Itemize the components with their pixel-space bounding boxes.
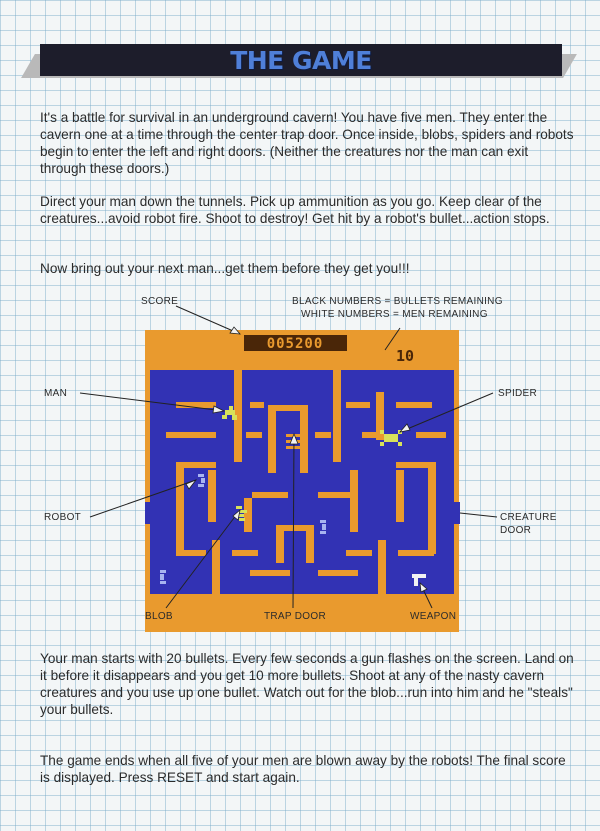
weapon-label: WEAPON <box>410 611 457 622</box>
white-numbers-note: WHITE NUMBERS = MEN REMAINING <box>301 309 488 320</box>
spider-label: SPIDER <box>498 388 538 399</box>
bullet-counter: 10 <box>395 347 415 365</box>
right-creature-door <box>454 502 460 524</box>
intro-paragraph-1: It's a battle for survival in an underground cavern! You have five men. They enter the cavern one at a time through the center trap door. Once inside, blobs, spiders and robots begin to enter the left and right doors. (Neither the creatures nor the man can exit through these doors.) <box>40 110 574 176</box>
score-label: SCORE <box>141 296 179 307</box>
left-creature-door <box>145 502 151 524</box>
outro-paragraph-2: The game ends when all five of your men are blown away by the robots! The final score is displayed. Press RESET and start again. <box>40 753 566 785</box>
robot-label: ROBOT <box>44 512 82 523</box>
page-title: THE GAME <box>230 45 372 75</box>
trap-door-label: TRAP DOOR <box>264 611 326 622</box>
man-label: MAN <box>44 388 68 399</box>
outro-paragraph-1: Your man starts with 20 bullets. Every few seconds a gun flashes on the screen. Land on it before it disappears and you get 10 more bullets. Shoot at any of the nasty cavern creatures and you use up one bullet. Watch out for the blob...run into him and he "steals" your bullets. <box>40 651 574 717</box>
intro-paragraph-2: Direct your man down the tunnels. Pick up ammunition as you go. Keep clear of the creatures...avoid robot fire. Shoot to destroy! Get hit by a robot's bullet...action stops. <box>40 194 550 226</box>
creature-door-label-2: DOOR <box>500 525 532 536</box>
blob-label: BLOB <box>145 611 173 622</box>
intro-paragraph-3: Now bring out your next man...get them before they get you!!! <box>40 261 410 276</box>
black-numbers-note: BLACK NUMBERS = BULLETS REMAINING <box>292 296 503 307</box>
creature-door-label-1: CREATURE <box>500 512 557 523</box>
score-value: 005200 <box>266 336 324 352</box>
